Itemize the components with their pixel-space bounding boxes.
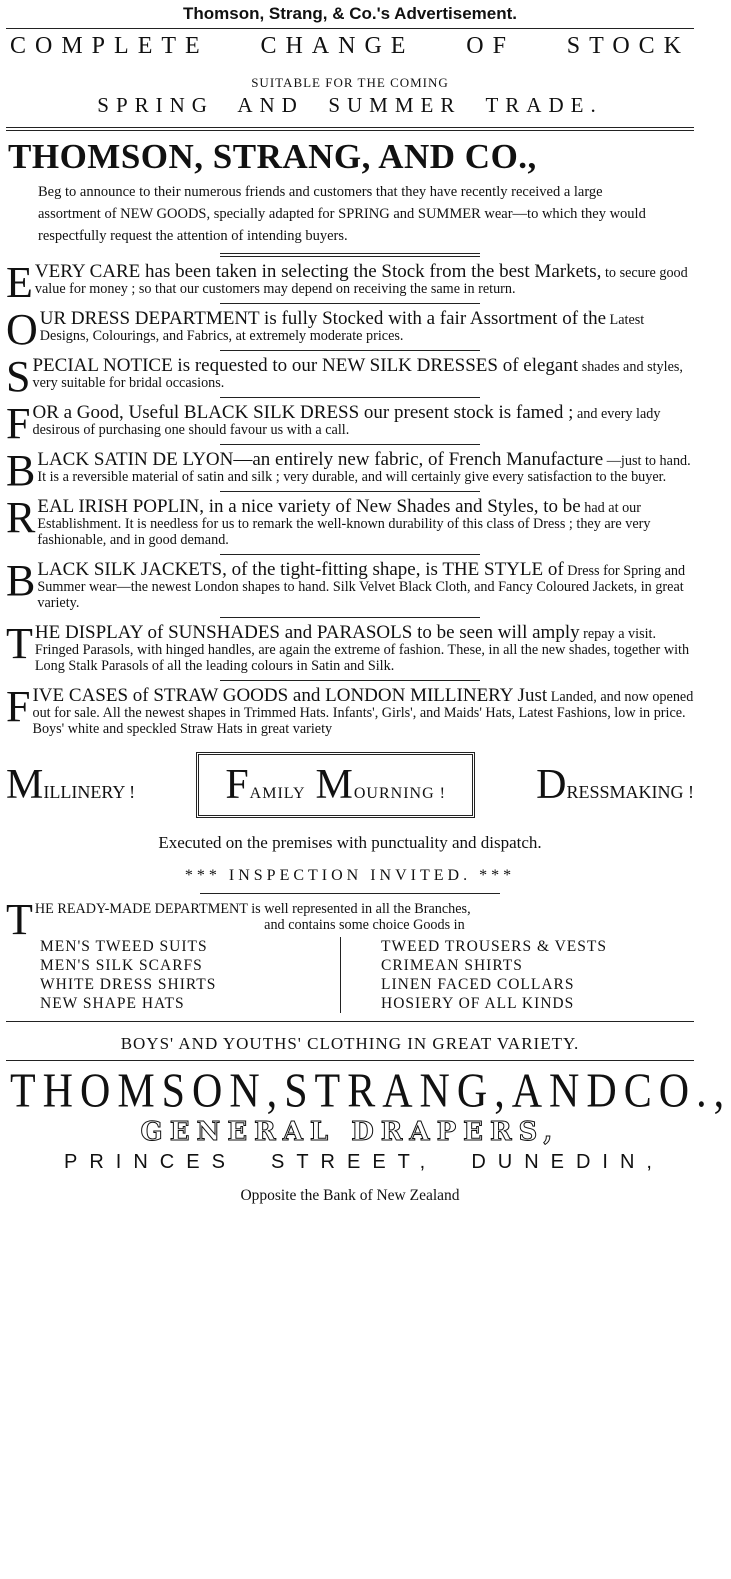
address-line (6, 1151, 694, 1181)
paragraph-rule (220, 554, 480, 555)
paragraph-rule (220, 397, 480, 398)
footer-firm-word-1: THOMSON, (10, 1064, 285, 1118)
banner2-word-2: AND (237, 93, 304, 117)
goods-left-column (40, 937, 340, 1013)
address-word-3: DUNEDIN, (471, 1151, 664, 1173)
paragraph-rule (220, 444, 480, 445)
millinery-label: MILLINERY ! (6, 762, 136, 808)
inspection-rule (200, 893, 500, 894)
paragraph-rule (220, 491, 480, 492)
notice-paragraph: SPECIAL NOTICE is requested to our NEW SILK DRESSES of elegant shades and styles, very suitable for bridal occasions. (6, 352, 683, 401)
banner-word-4: STOCK (566, 33, 690, 59)
goods-item: MEN'S TWEED SUITS (40, 938, 208, 955)
banner2-word-4: TRADE. (485, 93, 603, 117)
goods-item: WHITE DRESS SHIRTS (40, 976, 217, 993)
goods-rule (6, 1021, 694, 1022)
dressmaking-label: DRESSMAKING ! (536, 762, 694, 808)
notice-paragraph: BLACK SILK JACKETS, of the tight-fitting shape, is THE STYLE of Dress for Spring and Summer wear—the newest London shapes to hand. Silk Velvet Black Cloth, and Fancy Coloured Jackets, in great variety. (6, 556, 686, 611)
banner-word-3: OF (466, 33, 515, 59)
ready-made-paragraph: THE READY-MADE DEPARTMENT is well represented in all the Branches, and contains some choice Goods in (6, 895, 471, 944)
banner-sub: SUITABLE FOR THE COMING (251, 75, 449, 90)
footer-firm-word-3: AND (511, 1064, 624, 1118)
banner2-word-3: SUMMER (328, 93, 462, 117)
goods-list (40, 937, 694, 1013)
paragraph-rule (220, 617, 480, 618)
paragraph-rule (220, 350, 480, 351)
paragraph-rule (220, 680, 480, 681)
goods-divider (340, 937, 341, 1013)
intro-paragraph: Beg to announce to their numerous friends and customers that they have recently received a large assortment of NEW GOODS, specially adapted for SPRING and SUMMER wear—to which they would respectfully request the attention of intending buyers. (38, 184, 646, 244)
banner2-word-1: SPRING (97, 93, 214, 117)
address-word-2: STREET, (270, 1151, 438, 1173)
notice-paragraph: BLACK SATIN DE LYON—an entirely new fabric, of French Manufacture —just to hand. It is a reversible material of satin and silk ; very durable, and will certainly give every satisfaction to the buyer. (6, 446, 691, 495)
banner-spring-summer (6, 93, 694, 127)
notice-paragraph: FOR a Good, Useful BLACK SILK DRESS our present stock is famed ; and every lady desirous of purchasing one should favour us with a call. (6, 399, 661, 448)
opposite-bank-line: Opposite the Bank of New Zealand (240, 1187, 460, 1204)
footer-firm-word-2: STRANG, (284, 1064, 512, 1118)
goods-item: HOSIERY OF ALL KINDS (381, 995, 575, 1012)
notice-paragraph: OUR DRESS DEPARTMENT is fully Stocked with a fair Assortment of the Latest Designs, Colourings, and Fabrics, at extremely moderate prices. (6, 305, 645, 354)
goods-item: CRIMEAN SHIRTS (381, 957, 523, 974)
family-mourning-box: FAMILY MOURNING ! (196, 752, 475, 818)
footer-firm-name (6, 1057, 731, 1121)
footer-firm-word-4: CO., (623, 1064, 731, 1118)
intro-rule (220, 253, 480, 257)
firm-name: THOMSON, STRANG, AND CO., (8, 137, 537, 176)
notice-paragraph: EVERY CARE has been taken in selecting the Stock from the best Markets, to secure good value for money ; so that our customers may depend on receiving the same in return. (6, 258, 688, 307)
inspection-line: *** INSPECTION INVITED. *** (184, 867, 516, 884)
banner-complete-change (6, 29, 694, 73)
goods-item: LINEN FACED COLLARS (381, 976, 575, 993)
notice-paragraph: THE DISPLAY of SUNSHADES and PARASOLS to be seen will amply repay a visit. Fringed Parasols, with hinged handles, are again the extreme of fashion. These, in all the new shades, together with Long Stalk Parasols of all the leading colours in Satin and Silk. (6, 619, 690, 674)
millinery-row (6, 747, 694, 823)
general-drapers: GENERAL DRAPERS, (140, 1117, 560, 1147)
goods-item: TWEED TROUSERS & VESTS (381, 938, 607, 955)
header-title: Thomson, Strang, & Co.'s Advertisement. (182, 4, 517, 23)
goods-item: MEN'S SILK SCARFS (40, 957, 203, 974)
goods-item: NEW SHAPE HATS (40, 995, 185, 1012)
banner-word-1: COMPLETE (10, 33, 209, 59)
paragraph-rule (220, 303, 480, 304)
address-word-1: PRINCES (64, 1151, 237, 1173)
banner-double-rule (6, 127, 694, 131)
paragraph-list (6, 258, 694, 737)
boys-clothing-line: BOYS' AND YOUTHS' CLOTHING IN GREAT VARIETY. (120, 1034, 580, 1053)
notice-paragraph: FIVE CASES of STRAW GOODS and LONDON MILLINERY Just Landed, and now opened out for sale. All the newest shapes in Trimmed Hats. Infants', Girls', and Maids' Hats, Latest Fashions, low in price. Boys' white and speckled Straw Hats in great variety (6, 682, 694, 737)
executed-line: Executed on the premises with punctuality and dispatch. (158, 833, 542, 852)
goods-right-column (381, 937, 681, 1013)
notice-paragraph: REAL IRISH POPLIN, in a nice variety of New Shades and Styles, to be had at our Establishment. It is needless for us to remark the well-known durability of this class of Dress ; they are very fashionable, and in good demand. (6, 493, 651, 548)
banner-word-2: CHANGE (260, 33, 415, 59)
